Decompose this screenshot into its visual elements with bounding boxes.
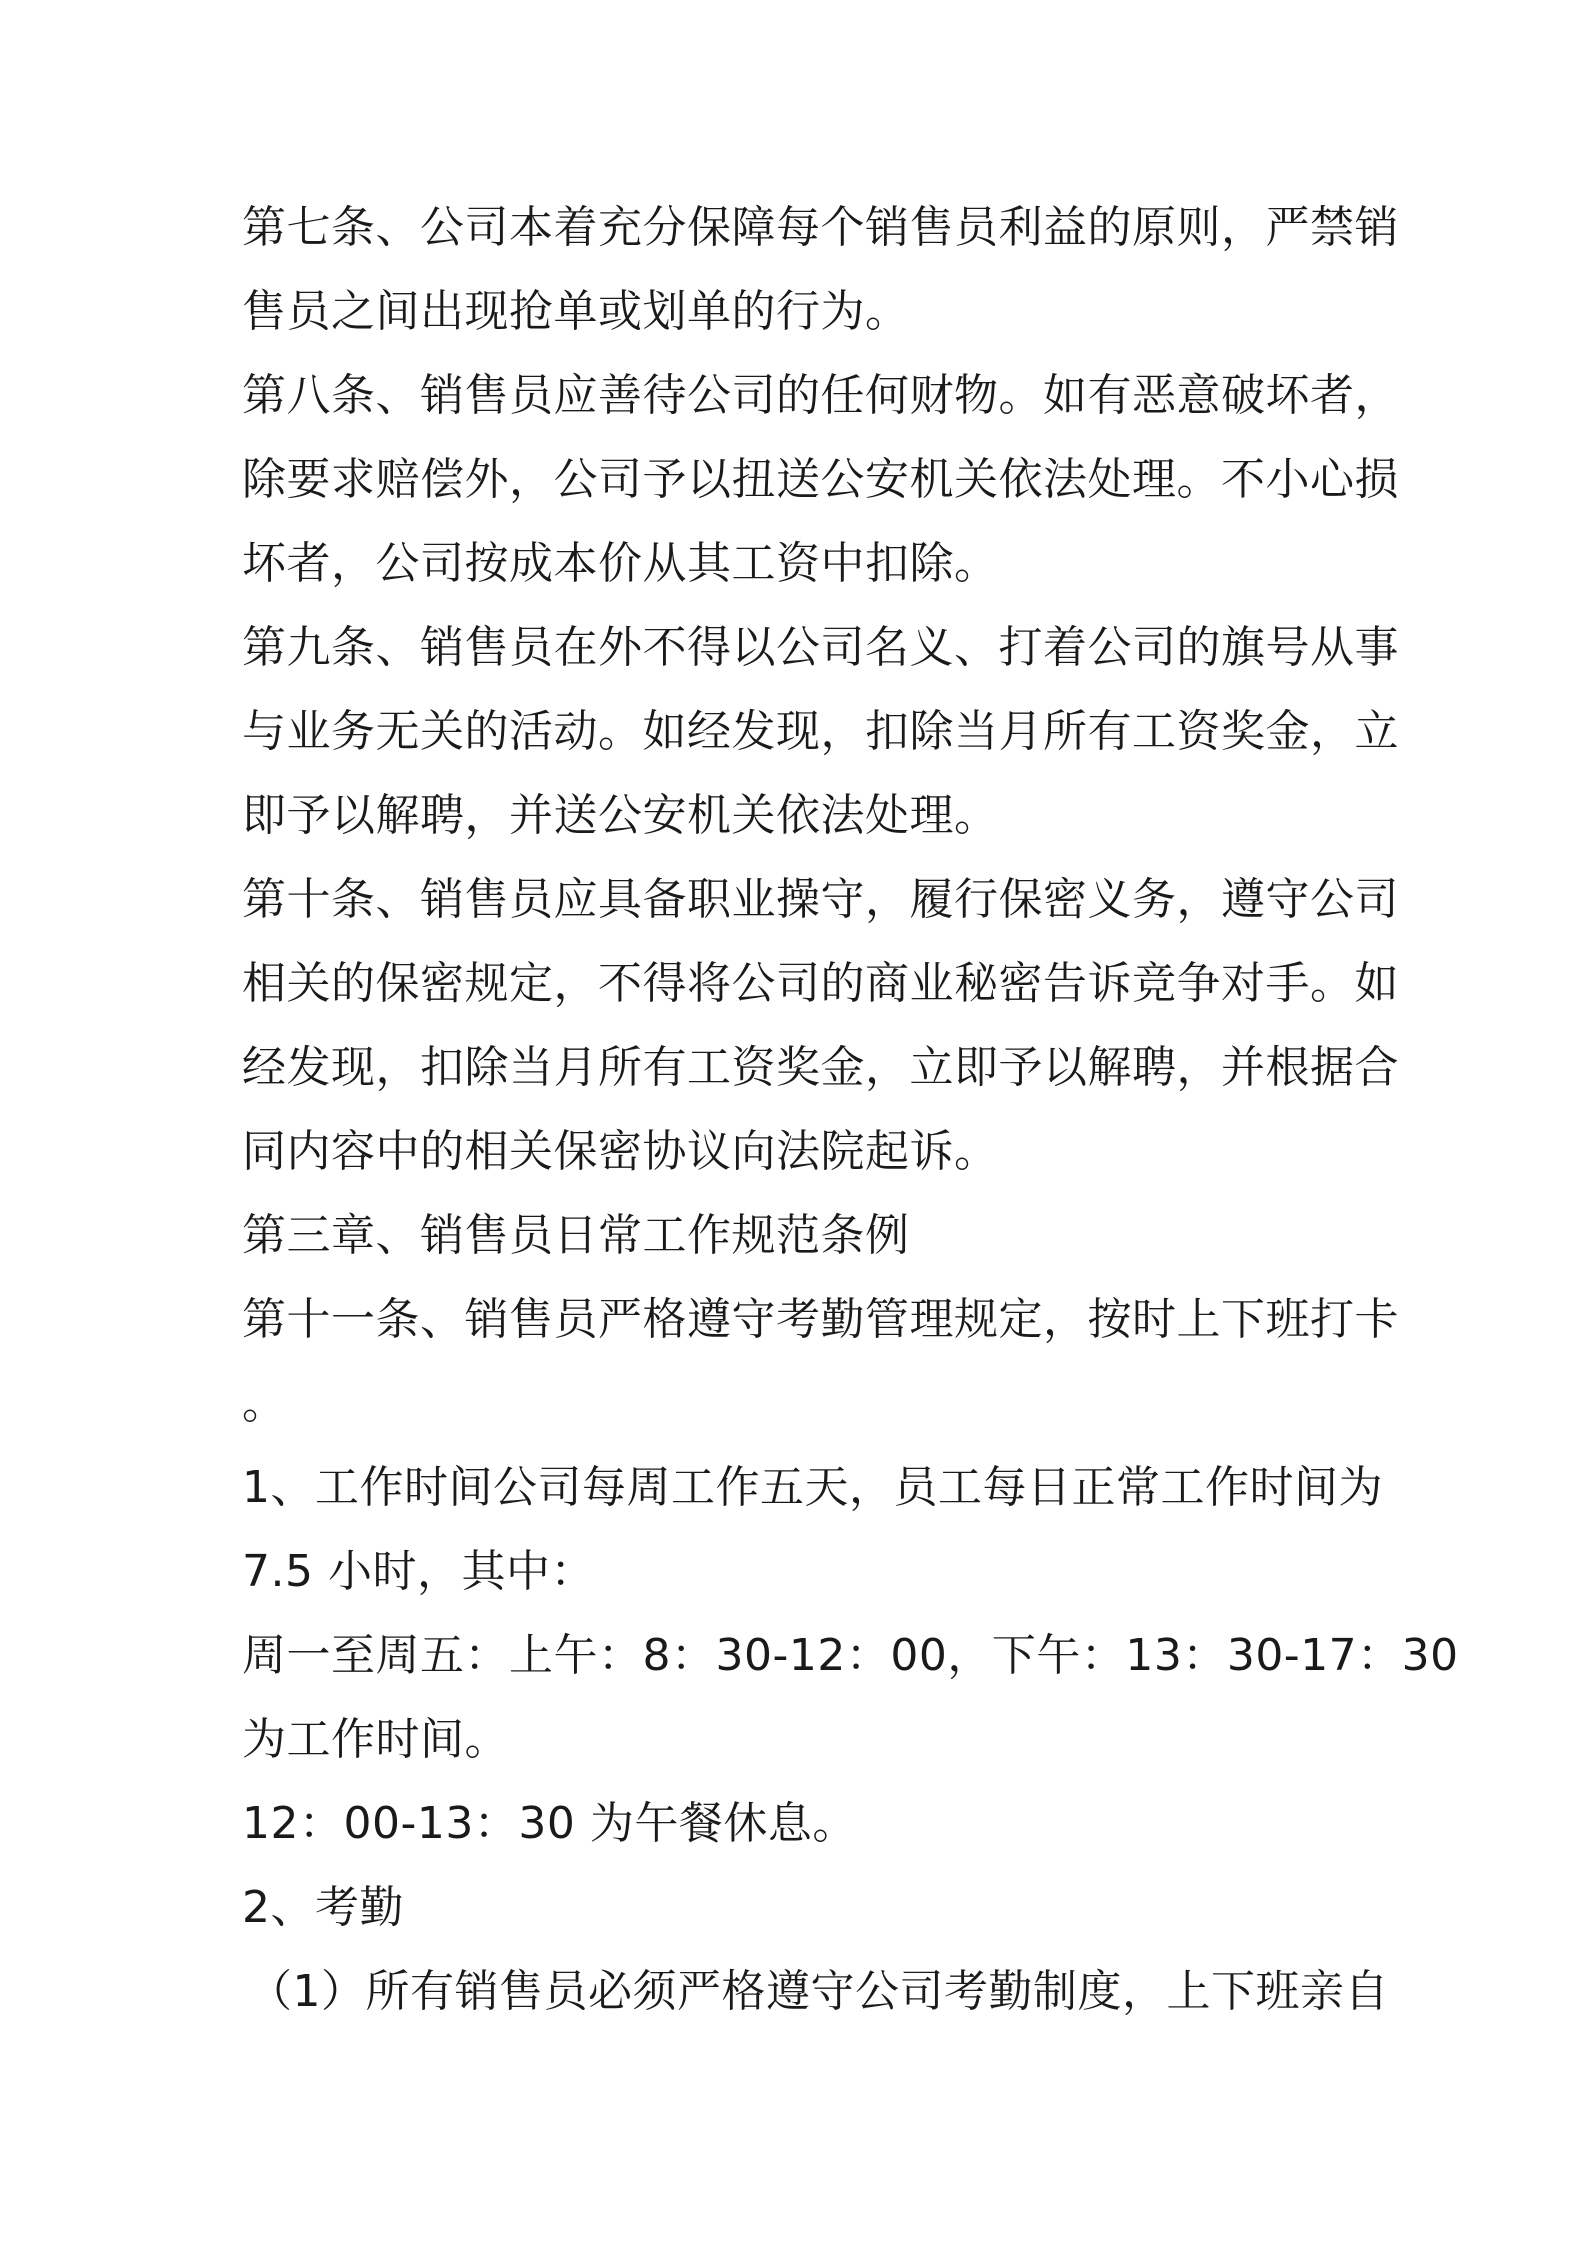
text-line: 与业务无关的活动。如经发现，扣除当月所有工资奖金，立 [242, 706, 1399, 757]
text-line: 。 [242, 1378, 287, 1429]
text-line: 相关的保密规定，不得将公司的商业秘密告诉竞争对手。如 [242, 958, 1399, 1009]
chapter-heading: 第三章、销售员日常工作规范条例 [242, 1210, 910, 1261]
text-line: 同内容中的相关保密协议向法院起诉。 [242, 1126, 999, 1177]
text-line: 第十一条、销售员严格遵守考勤管理规定，按时上下班打卡 [242, 1294, 1399, 1345]
text-line: 第九条、销售员在外不得以公司名义、打着公司的旗号从事 [242, 622, 1399, 673]
text-line: 7.5 小时，其中： [242, 1546, 595, 1597]
text-line: （1）所有销售员必须严格遵守公司考勤制度，上下班亲自 [248, 1966, 1389, 2017]
text-line: 经发现，扣除当月所有工资奖金，立即予以解聘，并根据合 [242, 1042, 1399, 1093]
text-line: 坏者，公司按成本价从其工资中扣除。 [242, 538, 999, 589]
text-line: 1、工作时间公司每周工作五天，员工每日正常工作时间为 [242, 1462, 1383, 1513]
text-line: 售员之间出现抢单或划单的行为。 [242, 286, 910, 337]
text-line: 第十条、销售员应具备职业操守，履行保密义务，遵守公司 [242, 874, 1399, 925]
text-line: 12：00-13：30 为午餐休息。 [242, 1798, 857, 1849]
text-line: 第八条、销售员应善待公司的任何财物。如有恶意破坏者， [242, 370, 1399, 421]
text-line: 2、考勤 [242, 1882, 404, 1933]
text-line: 除要求赔偿外，公司予以扭送公安机关依法处理。不小心损 [242, 454, 1399, 505]
text-line: 第七条、公司本着充分保障每个销售员利益的原则，严禁销 [242, 202, 1399, 253]
text-line: 即予以解聘，并送公安机关依法处理。 [242, 790, 999, 841]
text-line: 为工作时间。 [242, 1714, 509, 1765]
text-line: 周一至周五：上午：8：30-12：00，下午：13：30-17：30 [242, 1630, 1459, 1681]
